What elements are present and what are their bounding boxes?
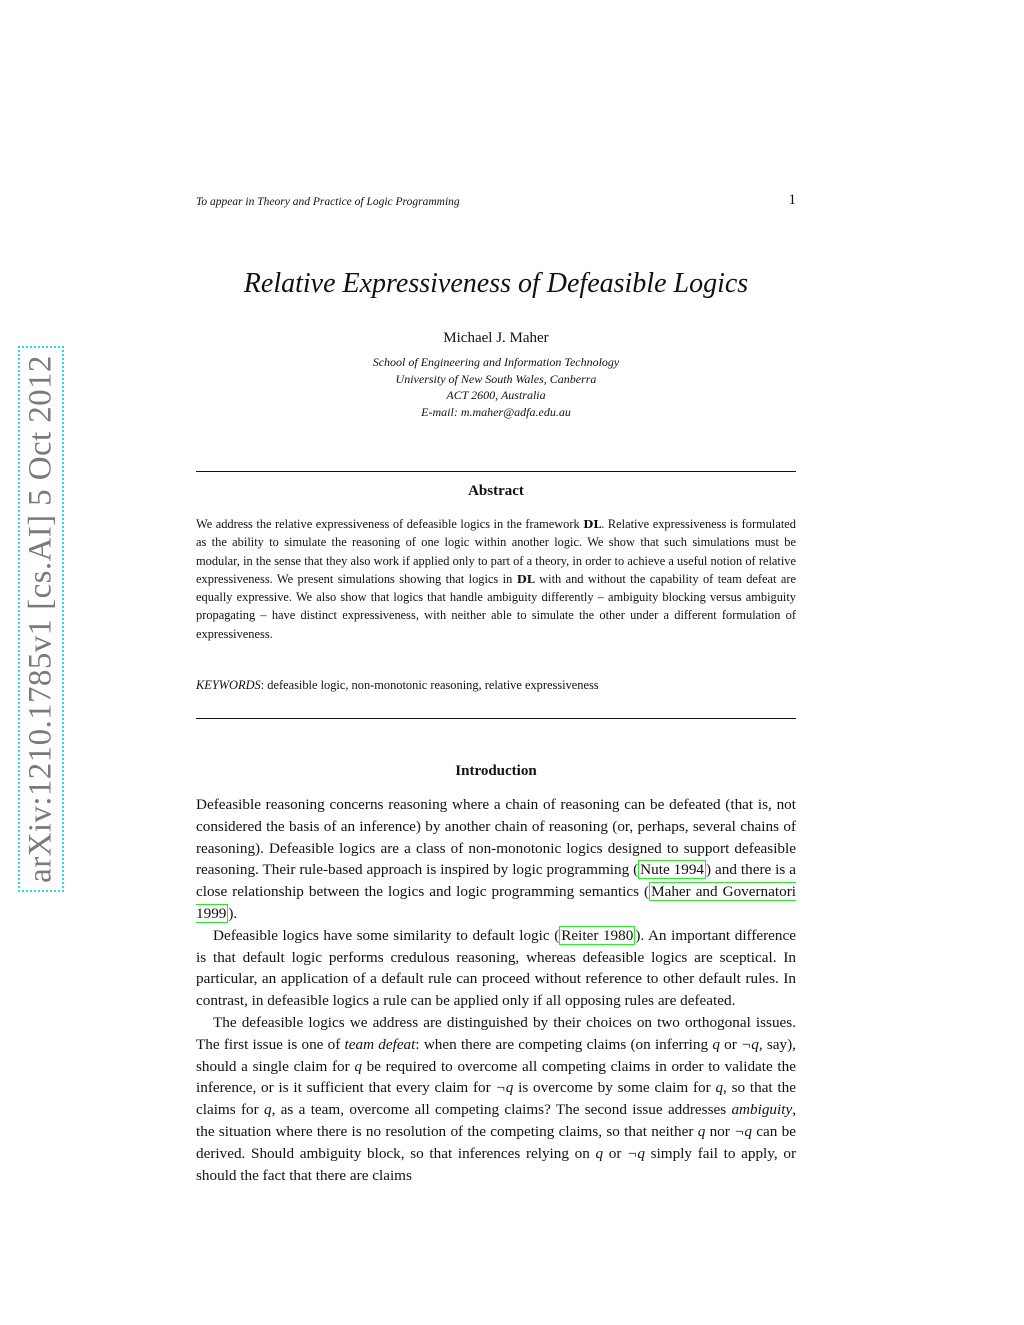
introduction-body xyxy=(196,794,796,1186)
dl-framework-symbol: DL xyxy=(516,571,535,586)
intro-paragraph-3: The defeasible logics we address are distinguished by their choices on two orthogonal issues. The first issue is one of team defeat: when there are competing claims (on inferring q or ¬q, say), should a single claim for q be required to overcome all competing claims in order to validate the inference, or is it sufficient that every claim for ¬q is overcome by some claim for q, so that the claims for q, as a team, overcome all competing claims? The second issue addresses ambiguity, the situation where there is no resolution of the competing claims, so that neither q nor ¬q can be derived. Should ambiguity block, so that inferences relying on q or ¬q simply fail to apply, or should the fact that there are claims xyxy=(196,1013,796,1184)
arxiv-identifier-text: arXiv:1210.1785v1 [cs.AI] 5 Oct 2012 xyxy=(22,355,59,883)
affiliation-line: School of Engineering and Information Technology xyxy=(372,355,620,369)
citation-link-reiter-1980[interactable]: Reiter 1980 xyxy=(561,926,634,944)
abstract-heading: Abstract xyxy=(468,483,524,499)
abstract-top-rule xyxy=(196,471,796,472)
paper-title: Relative Expressiveness of Defeasible Logics xyxy=(243,268,749,299)
page-number: 1 xyxy=(788,192,796,208)
arxiv-identifier-stamp[interactable] xyxy=(18,346,64,892)
author-name: Michael J. Maher xyxy=(443,330,549,346)
abstract-body: We address the relative expressiveness of defeasible logics in the framework DL. Relative expressiveness is formulated as the ability to simulate the reasoning of one logic within another logic. We show that such simulations must be modular, in the sense that they also work if applied only to part of a theory, in order to achieve a useful notion of relative expressiveness. We present simulations showing that logics in DL with and without the capability of team defeat are equally expressive. We also show that logics that handle ambiguity differently – ambiguity blocking versus ambiguity propagating – have distinct expressiveness, with neither able to simulate the other under a different formulation of expressiveness. xyxy=(196,517,796,641)
running-head: To appear in Theory and Practice of Logic Programming xyxy=(196,196,460,208)
intro-paragraph-2: Defeasible logics have some similarity to default logic ( Reiter 1980 ). An important difference is that default logic performs credulous reasoning, whereas defeasible logics are sceptical. In particular, an application of a default rule can proceed without reference to other default rules. In contrast, in defeasible logics a rule can be applied only if all opposing rules are defeated. xyxy=(196,926,797,1010)
term-ambiguity: ambiguity xyxy=(731,1101,793,1119)
affiliation-email: E-mail: m.maher@adfa.edu.au xyxy=(421,404,571,419)
keywords-label: KEYWORDS xyxy=(196,678,261,692)
affiliation-line: ACT 2600, Australia xyxy=(446,388,546,402)
introduction-heading: Introduction xyxy=(455,763,537,779)
abstract-bottom-rule xyxy=(196,718,796,719)
citation-link-nute-1994[interactable]: Nute 1994 xyxy=(640,861,705,879)
dl-framework-symbol: DL xyxy=(583,517,602,531)
keywords xyxy=(196,676,796,694)
citation-link-maher-governatori-1999[interactable]: Maher and Governatori 1999 xyxy=(196,883,796,922)
intro-paragraph-1: Defeasible reasoning concerns reasoning where a chain of reasoning can be defeated (that is, not considered the basis of an inference) by another chain of reasoning (or, perhaps, several chains of reasoning). Defeasible logics are a class of non-monotonic logics designed to support defeasible reasoning. Their rule-based approach is inspired by logic programming ( Nute 1994 ) and there is a close relationship between the logics and logic programming semantics ( Maher and Governatori 1999 ). xyxy=(196,796,796,922)
author-affiliation xyxy=(196,354,796,420)
keywords-list: : defeasible logic, non-monotonic reasoning, relative expressiveness xyxy=(260,678,599,692)
term-team-defeat: team defeat xyxy=(344,1035,416,1053)
affiliation-line: University of New South Wales, Canberra xyxy=(395,371,597,386)
